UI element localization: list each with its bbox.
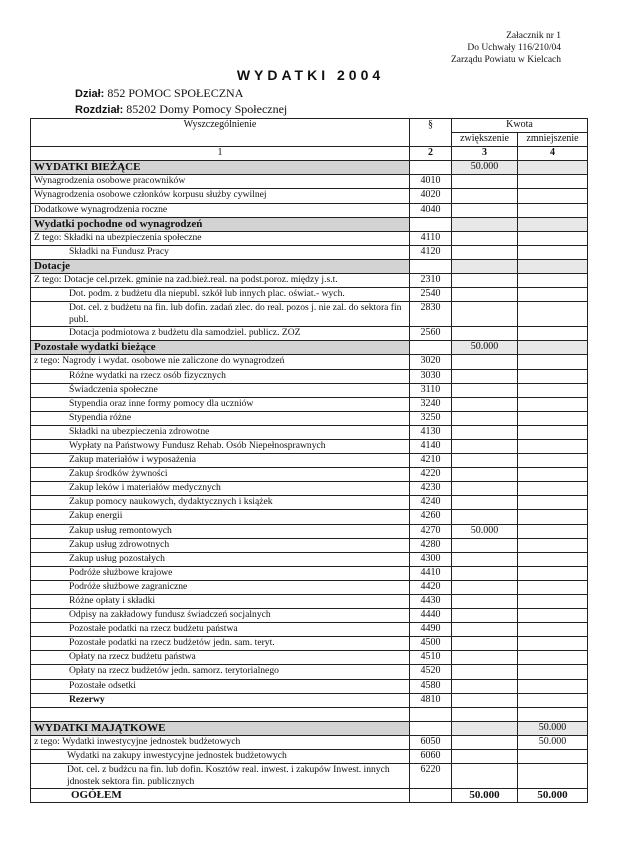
row-paragraph (410, 721, 452, 735)
rozdzial-value: 85202 Domy Pomocy Społecznej (126, 102, 288, 116)
row-increase (452, 259, 518, 273)
row-paragraph: 4020 (410, 189, 452, 203)
table-row (31, 637, 588, 651)
row-paragraph: 3250 (410, 411, 452, 425)
table-row (31, 735, 588, 749)
section-row (31, 259, 588, 273)
row-paragraph: 4280 (410, 538, 452, 552)
row-decrease (518, 566, 588, 580)
table-row (31, 468, 588, 482)
row-increase (452, 580, 518, 594)
section-row (31, 161, 588, 175)
table-row (31, 482, 588, 496)
row-description: Dot. podm. z budżetu dla niepubl. szkół lub innych plac. oświat.- wych. (31, 288, 410, 302)
row-paragraph: 4410 (410, 566, 452, 580)
row-paragraph: 6050 (410, 735, 452, 749)
section-row (31, 341, 588, 355)
row-paragraph: 4110 (410, 231, 452, 245)
row-increase (452, 425, 518, 439)
row-paragraph: 4500 (410, 637, 452, 651)
row-decrease (518, 341, 588, 355)
table-row (31, 439, 588, 453)
row-decrease (518, 369, 588, 383)
row-increase (452, 637, 518, 651)
row-description: Pozostałe podatki na rzecz budżetu państwa (31, 623, 410, 637)
row-paragraph: 4580 (410, 679, 452, 693)
row-description: Pozostałe odsetki (31, 679, 410, 693)
row-description: Podróże służbowe krajowe (31, 566, 410, 580)
row-description: Różne opłaty i składki (31, 595, 410, 609)
row-increase (452, 552, 518, 566)
row-increase (452, 288, 518, 302)
row-increase (452, 623, 518, 637)
dzial-value: 852 POMOC SPOŁECZNA (107, 86, 244, 100)
table-row (31, 538, 588, 552)
table-row (31, 496, 588, 510)
row-description: Zakup leków i materiałów medycznych (31, 482, 410, 496)
row-paragraph (410, 217, 452, 231)
table-row (31, 302, 588, 327)
row-paragraph (410, 341, 452, 355)
row-increase (452, 764, 518, 789)
row-description: Zakup pomocy naukowych, dydaktycznych i książek (31, 496, 410, 510)
row-decrease (518, 327, 588, 341)
row-description: z tego: Wydatki inwestycyjne jednostek budżetowych (31, 735, 410, 749)
row-description: Z tego: Dotacje cel.przek. gminie na zad.bież.real. na podst.poroz. między j.s.t. (31, 274, 410, 288)
row-description: WYDATKI MAJĄTKOWE (31, 721, 410, 735)
row-paragraph: 4260 (410, 510, 452, 524)
row-decrease (518, 580, 588, 594)
header-description: Wyszczególnienie (31, 119, 410, 147)
header-decrease: zmniejszenie (518, 133, 588, 147)
row-increase (452, 707, 518, 721)
row-decrease (518, 355, 588, 369)
row-increase (452, 175, 518, 189)
table-row (31, 566, 588, 580)
row-increase (452, 231, 518, 245)
row-paragraph: 6220 (410, 764, 452, 789)
table-row (31, 411, 588, 425)
row-description: Zakup środków żywności (31, 468, 410, 482)
row-description: Opłaty na rzecz budżetu państwa (31, 651, 410, 665)
row-paragraph: 3110 (410, 383, 452, 397)
row-description: OGÓŁEM (31, 789, 410, 803)
table-body (31, 161, 588, 803)
section-row (31, 217, 588, 231)
row-paragraph: 4810 (410, 693, 452, 707)
row-paragraph: 4440 (410, 609, 452, 623)
header-row-1 (31, 119, 588, 133)
row-paragraph: 3240 (410, 397, 452, 411)
row-description (31, 707, 410, 721)
row-increase (452, 217, 518, 231)
row-decrease (518, 693, 588, 707)
row-increase (452, 679, 518, 693)
attachment-note (451, 30, 561, 66)
row-description: Wynagrodzenia osobowe członków korpusu służby cywilnej (31, 189, 410, 203)
row-decrease (518, 665, 588, 679)
table-row (31, 510, 588, 524)
dzial-label: Dział: (75, 88, 105, 100)
row-paragraph: 4210 (410, 454, 452, 468)
row-increase (452, 735, 518, 749)
row-paragraph: 2540 (410, 288, 452, 302)
attachment-line-1: Załacznik nr 1 (506, 31, 561, 41)
row-increase: 50.000 (452, 341, 518, 355)
row-increase (452, 651, 518, 665)
row-decrease (518, 288, 588, 302)
row-paragraph: 4010 (410, 175, 452, 189)
table-row (31, 679, 588, 693)
header-num-1: 1 (31, 147, 410, 161)
table-row (31, 425, 588, 439)
row-increase (452, 468, 518, 482)
row-description: Różne wydatki na rzecz osób fizycznych (31, 369, 410, 383)
table-row (31, 397, 588, 411)
row-increase (452, 496, 518, 510)
expenses-table (30, 118, 588, 803)
row-decrease (518, 397, 588, 411)
row-decrease (518, 302, 588, 327)
row-increase (452, 721, 518, 735)
header-increase: zwiększenie (452, 133, 518, 147)
row-increase (452, 245, 518, 259)
row-paragraph (410, 707, 452, 721)
row-increase (452, 750, 518, 764)
table-row (31, 665, 588, 679)
row-increase (452, 609, 518, 623)
table-row (31, 764, 588, 789)
row-description: WYDATKI BIEŻĄCE (31, 161, 410, 175)
row-decrease (518, 245, 588, 259)
table-row (31, 609, 588, 623)
row-increase (452, 454, 518, 468)
row-increase (452, 302, 518, 327)
row-paragraph: 3030 (410, 369, 452, 383)
row-decrease (518, 552, 588, 566)
row-increase (452, 189, 518, 203)
row-decrease (518, 496, 588, 510)
row-description: z tego: Nagrody i wydat. osobowe nie zaliczone do wynagrodzeń (31, 355, 410, 369)
row-paragraph: 4130 (410, 425, 452, 439)
table-row (31, 595, 588, 609)
row-description: Stypendia różne (31, 411, 410, 425)
row-description: Pozostałe wydatki bieżące (31, 341, 410, 355)
table-row (31, 524, 588, 538)
row-paragraph: 4420 (410, 580, 452, 594)
row-description: Wydatki pochodne od wynagrodzeń (31, 217, 410, 231)
table-row (31, 189, 588, 203)
header-num-4: 4 (518, 147, 588, 161)
row-increase (452, 693, 518, 707)
row-paragraph: 4270 (410, 524, 452, 538)
row-decrease (518, 651, 588, 665)
section-row (31, 721, 588, 735)
row-decrease (518, 439, 588, 453)
row-paragraph: 2560 (410, 327, 452, 341)
row-decrease (518, 750, 588, 764)
table-row (31, 383, 588, 397)
table-row (31, 274, 588, 288)
table-row (31, 750, 588, 764)
row-decrease: 50.000 (518, 789, 588, 803)
row-increase (452, 383, 518, 397)
row-description: Dotacje (31, 259, 410, 273)
table-row (31, 707, 588, 721)
header-row-numbers (31, 147, 588, 161)
header-paragraph: § (410, 119, 452, 147)
attachment-line-2: Do Uchwały 116/210/04 (467, 43, 561, 53)
table-row (31, 327, 588, 341)
table-row (31, 175, 588, 189)
row-description: Rezerwy (31, 693, 410, 707)
row-description: Zakup energii (31, 510, 410, 524)
row-decrease (518, 411, 588, 425)
row-description: Zakup usług zdrowotnych (31, 538, 410, 552)
table-row (31, 552, 588, 566)
row-increase (452, 203, 518, 217)
row-paragraph: 4300 (410, 552, 452, 566)
row-decrease (518, 623, 588, 637)
row-description: Składki na Fundusz Pracy (31, 245, 410, 259)
row-decrease (518, 274, 588, 288)
row-paragraph: 2310 (410, 274, 452, 288)
table-row (31, 693, 588, 707)
row-decrease (518, 707, 588, 721)
table-row (31, 231, 588, 245)
row-description: Zakup usług pozostałych (31, 552, 410, 566)
row-decrease (518, 538, 588, 552)
row-paragraph: 3020 (410, 355, 452, 369)
row-increase (452, 482, 518, 496)
table-row (31, 203, 588, 217)
row-decrease (518, 510, 588, 524)
row-decrease (518, 524, 588, 538)
row-increase: 50.000 (452, 524, 518, 538)
row-decrease (518, 609, 588, 623)
row-description: Świadczenia społeczne (31, 383, 410, 397)
row-description: Pozostałe podatki na rzecz budżetów jedn. sam. teryt. (31, 637, 410, 651)
header-num-3: 3 (452, 147, 518, 161)
row-decrease (518, 217, 588, 231)
row-increase (452, 397, 518, 411)
row-decrease (518, 454, 588, 468)
row-increase (452, 327, 518, 341)
table-row (31, 288, 588, 302)
row-paragraph (410, 789, 452, 803)
table-row (31, 245, 588, 259)
row-description: Dot. cel. z budżcu na fin. lub dofin. Kosztów real. inwest. i zakupów Inwest. innych jdnostek sektora fin. publicznych (31, 764, 410, 789)
row-paragraph: 4510 (410, 651, 452, 665)
row-paragraph: 4120 (410, 245, 452, 259)
header-amount: Kwota (452, 119, 588, 133)
table-row (31, 651, 588, 665)
page-title: WYDATKI 2004 (236, 67, 385, 83)
row-decrease (518, 189, 588, 203)
row-decrease: 50.000 (518, 735, 588, 749)
row-description: Zakup materiałów i wyposażenia (31, 454, 410, 468)
row-decrease (518, 764, 588, 789)
row-paragraph: 4490 (410, 623, 452, 637)
row-increase (452, 355, 518, 369)
row-description: Dotacja podmiotowa z budżetu dla samodziel. publicz. ZOZ (31, 327, 410, 341)
row-paragraph (410, 161, 452, 175)
attachment-line-3: Zarządu Powiatu w Kielcach (451, 55, 561, 65)
row-increase (452, 538, 518, 552)
row-description: Opłaty na rzecz budżetów jedn. samorz. terytorialnego (31, 665, 410, 679)
row-decrease (518, 425, 588, 439)
row-description: Wydatki na zakupy inwestycyjne jednostek budżetowych (31, 750, 410, 764)
row-description: Wypłaty na Państwowy Fundusz Rehab. Osób Niepełnosprawnych (31, 439, 410, 453)
dzial-line (75, 86, 243, 101)
table-row (31, 355, 588, 369)
row-increase (452, 510, 518, 524)
table-row (31, 454, 588, 468)
row-decrease (518, 595, 588, 609)
row-increase (452, 369, 518, 383)
row-increase (452, 439, 518, 453)
header-num-2: 2 (410, 147, 452, 161)
row-paragraph: 4040 (410, 203, 452, 217)
row-increase (452, 566, 518, 580)
row-paragraph: 4520 (410, 665, 452, 679)
row-description: Dodatkowe wynagrodzenia roczne (31, 203, 410, 217)
rozdzial-label: Rozdział: (75, 104, 124, 116)
row-paragraph: 4220 (410, 468, 452, 482)
rozdzial-line (75, 102, 287, 117)
row-paragraph: 4240 (410, 496, 452, 510)
row-increase (452, 595, 518, 609)
row-decrease (518, 161, 588, 175)
row-decrease (518, 679, 588, 693)
row-decrease: 50.000 (518, 721, 588, 735)
row-description: Odpisy na zakładowy fundusz świadczeń socjalnych (31, 609, 410, 623)
row-paragraph (410, 259, 452, 273)
table-row (31, 580, 588, 594)
row-paragraph: 2830 (410, 302, 452, 327)
row-description: Wynagrodzenia osobowe pracowników (31, 175, 410, 189)
row-paragraph: 6060 (410, 750, 452, 764)
row-description: Podróże służbowe zagraniczne (31, 580, 410, 594)
row-description: Stypendia oraz inne formy pomocy dla uczniów (31, 397, 410, 411)
row-decrease (518, 383, 588, 397)
row-decrease (518, 468, 588, 482)
total-row (31, 789, 588, 803)
table-row (31, 623, 588, 637)
row-decrease (518, 231, 588, 245)
row-decrease (518, 203, 588, 217)
row-description: Zakup usług remontowych (31, 524, 410, 538)
row-paragraph: 4140 (410, 439, 452, 453)
row-description: Składki na ubezpieczenia zdrowotne (31, 425, 410, 439)
row-increase: 50.000 (452, 161, 518, 175)
row-decrease (518, 637, 588, 651)
row-increase (452, 274, 518, 288)
row-decrease (518, 482, 588, 496)
row-increase (452, 665, 518, 679)
row-description: Z tego: Składki na ubezpieczenia społeczne (31, 231, 410, 245)
row-description: Dot. cel. z budżetu na fin. lub dofin. zadań zlec. do real. pozos j. nie zal. do sektora fin publ. (31, 302, 410, 327)
row-decrease (518, 259, 588, 273)
row-paragraph: 4230 (410, 482, 452, 496)
row-decrease (518, 175, 588, 189)
row-increase (452, 411, 518, 425)
row-increase: 50.000 (452, 789, 518, 803)
table-row (31, 369, 588, 383)
row-paragraph: 4430 (410, 595, 452, 609)
